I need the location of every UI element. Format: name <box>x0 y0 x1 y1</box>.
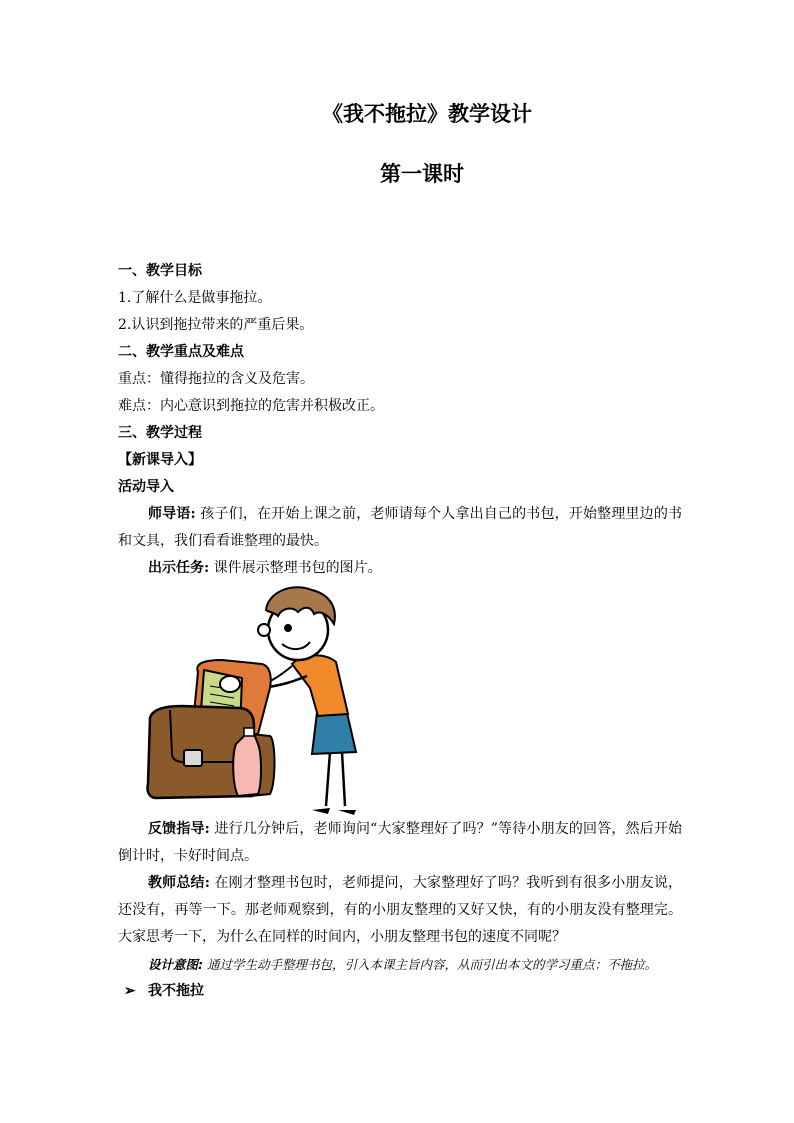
document-title: 《我不拖拉》教学设计 <box>322 101 532 126</box>
key-point-label: 重点： <box>118 371 160 387</box>
section-heading-keypoints: 二、教学重点及难点 <box>118 344 244 360</box>
child-packing-bag-illustration <box>142 584 372 816</box>
arrow-bullet-icon: ➢ <box>124 983 136 999</box>
teacher-guide-text: 孩子们，在开始上课之前，老师请每个人拿出自己的书包，开始整理里边的书和文具，我们看看谁整理的最快。 <box>118 506 682 549</box>
feedback-paragraph <box>118 816 682 870</box>
difficulty-label: 难点： <box>118 398 160 414</box>
bullet-item <box>118 978 682 1005</box>
teacher-summary-label: 教师总结: <box>148 875 210 891</box>
teacher-summary-text: 在刚才整理书包时，老师提问，大家整理好了吗？我听到有很多小朋友说，还没有，再等一下。那老师观察到，有的小朋友整理的又好又快，有的小朋友没有整理完。大家思考一下，为什么在同样的时间内，小朋友整理书包的速度不同呢？ <box>118 875 682 945</box>
teacher-guide-label: 师导语: <box>148 506 196 522</box>
activity-heading: 活动导入 <box>118 479 174 495</box>
document-subtitle: 第一课时 <box>380 161 464 186</box>
key-point-line <box>118 366 682 393</box>
illustration-packing-bag <box>142 584 682 816</box>
section-heading-goals: 一、教学目标 <box>118 263 202 279</box>
teacher-summary-paragraph <box>118 870 682 951</box>
feedback-text: 进行几分钟后，老师询问“大家整理好了吗？”等待小朋友的回答，然后开始倒计时，卡好时间点。 <box>118 821 682 864</box>
difficulty-text: 内心意识到拖拉的危害并积极改正。 <box>160 398 384 414</box>
design-intent-text: 通过学生动手整理书包，引入本课主旨内容，从而引出本文的学习重点：不拖拉。 <box>203 957 657 972</box>
section-heading-process: 三、教学过程 <box>118 425 202 441</box>
task-label: 出示任务: <box>148 560 210 576</box>
task-text: 课件展示整理书包的图片。 <box>209 560 382 576</box>
feedback-label: 反馈指导: <box>148 821 210 837</box>
document-body <box>118 258 682 1005</box>
design-intent-paragraph <box>118 951 682 978</box>
new-lesson-heading: 【新课导入】 <box>118 452 202 468</box>
bullet-item-text: 我不拖拉 <box>148 983 204 999</box>
design-intent-label: 设计意图: <box>148 957 203 972</box>
teacher-guide-paragraph <box>118 501 682 555</box>
key-point-text: 懂得拖拉的含义及危害。 <box>160 371 314 387</box>
task-paragraph <box>118 555 682 582</box>
difficulty-line <box>118 393 682 420</box>
goal-item-2: 2.认识到拖拉带来的严重后果。 <box>118 317 314 333</box>
goal-item-1: 1.了解什么是做事拖拉。 <box>118 290 272 306</box>
